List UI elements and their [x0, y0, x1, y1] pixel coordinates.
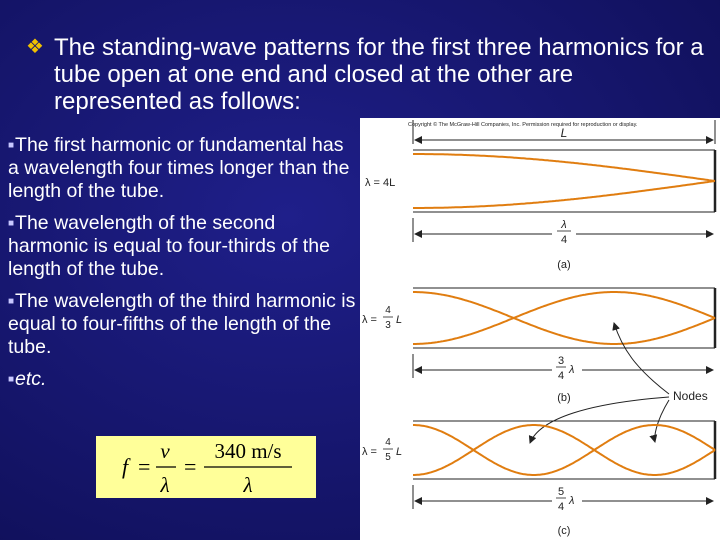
fraction-den-a: 4 — [560, 234, 568, 246]
label-backing — [552, 485, 582, 515]
lambda-num-b: 4 — [385, 305, 391, 316]
panel-label-a: (a) — [557, 259, 571, 271]
bullet-list — [8, 134, 358, 400]
nodes-label: Nodes — [673, 389, 708, 403]
length-label: L — [560, 126, 568, 140]
square-bullet-icon: ■ — [8, 296, 15, 307]
panel-b — [362, 288, 715, 404]
panel-a — [365, 150, 715, 271]
formula-den-lambda-2: λ — [243, 473, 253, 497]
panel-c — [362, 421, 715, 537]
copyright-notice: Copyright © The McGraw-Hill Companies, Inc. Permission required for reproduction or display. — [408, 122, 638, 128]
square-bullet-icon: ■ — [8, 218, 15, 229]
dim-den-c: 4 — [557, 501, 565, 513]
bullet-item-second-harmonic — [8, 212, 358, 281]
harmonics-figure — [360, 118, 720, 540]
diamond-bullet-icon: ❖ — [26, 36, 44, 58]
formula-num-speed: 340 m/s — [214, 439, 282, 463]
panel-label-c: (c) — [557, 525, 571, 537]
label-backing — [552, 354, 582, 384]
node-pointer-arrow — [530, 397, 669, 443]
formula-eq2: = — [184, 454, 197, 479]
dim-den-b: 4 — [557, 370, 565, 382]
title-text: The standing-wave patterns for the first three harmonics for a tube open at one end and closed at the other are represented as follows: — [54, 34, 704, 115]
square-bullet-icon: ■ — [8, 140, 15, 151]
slide-title — [26, 34, 706, 115]
panel-label-b: (b) — [557, 392, 571, 404]
lambda-num-c: 4 — [385, 437, 391, 448]
bullet-text: The first harmonic or fundamental has a wavelength four times longer than the length of the tube. — [8, 134, 350, 202]
bullet-text: The wavelength of the second harmonic is equal to four-thirds of the length of the tube. — [8, 212, 330, 280]
formula-num-v: v — [160, 439, 170, 463]
lambda-prefix-b: λ = — [362, 314, 377, 326]
fraction-num-a: λ — [561, 219, 567, 231]
square-bullet-icon: ■ — [8, 374, 15, 385]
standing-wave-a — [413, 154, 715, 208]
lambda-label-a: λ = 4L — [365, 177, 396, 189]
bullet-item-third-harmonic — [8, 290, 358, 359]
lambda-suffix-b: L — [396, 314, 403, 326]
standing-wave-c — [413, 425, 715, 475]
harmonics-figure-svg — [360, 118, 720, 540]
lambda-prefix-c: λ = — [362, 446, 377, 458]
formula-f: f — [122, 454, 129, 479]
dim-suffix-b: λ — [569, 364, 575, 376]
dim-num-c: 5 — [557, 486, 565, 498]
dim-num-b: 3 — [557, 355, 565, 367]
bullet-item-etc — [8, 368, 358, 391]
dim-suffix-c: λ — [569, 495, 575, 507]
formula-den-lambda-1: λ — [160, 473, 170, 497]
formula-eq1: = — [138, 454, 151, 479]
bullet-text: etc. — [15, 368, 47, 390]
lambda-suffix-c: L — [396, 446, 403, 458]
node-pointer-arrow — [614, 323, 669, 394]
lambda-den-c: 5 — [385, 452, 391, 463]
bullet-item-first-harmonic — [8, 134, 358, 203]
lambda-den-b: 3 — [385, 320, 391, 331]
formula-svg — [96, 436, 316, 498]
bullet-text: The wavelength of the third harmonic is equal to four-fifths of the length of the tube. — [8, 290, 356, 358]
standing-wave-b — [413, 292, 715, 344]
frequency-formula — [96, 436, 316, 498]
